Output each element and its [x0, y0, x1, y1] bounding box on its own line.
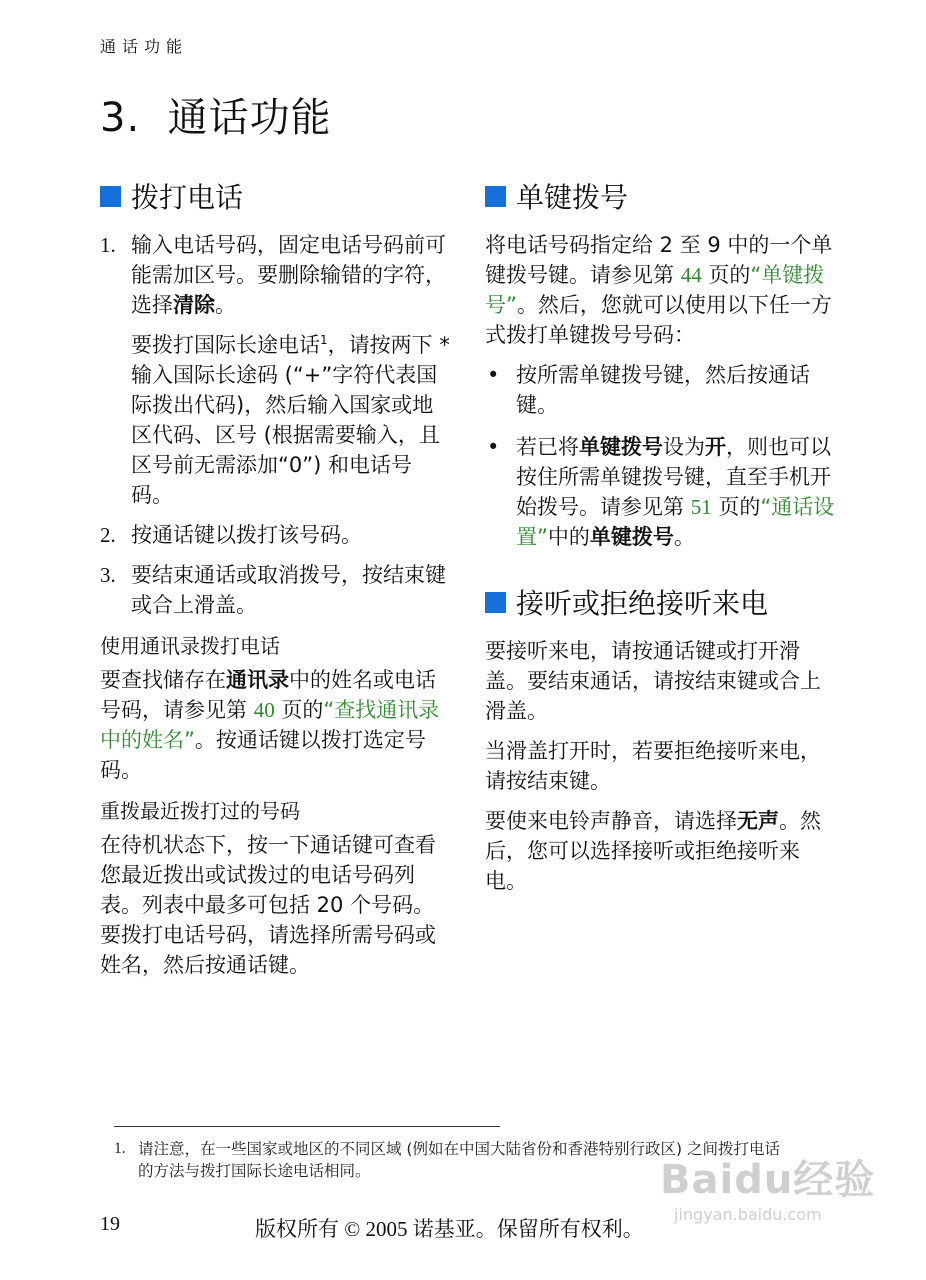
on-keyword: 开 — [705, 435, 726, 459]
section-square-icon — [485, 592, 506, 613]
text: 要使来电铃声静音，请选择 — [485, 809, 737, 833]
section-heading-speed-dial — [485, 176, 835, 216]
speed-dial-paragraph — [485, 230, 835, 350]
text: 。然后，您就可以使用以下任一方式拨打单键拨号号码： — [485, 293, 832, 347]
footnote-ref: 1 — [320, 333, 328, 347]
text: 要查找储存在 — [100, 668, 226, 692]
bullet-text: 按所需单键拨号键，然后按通话键。 — [516, 363, 810, 417]
text: 中的 — [547, 525, 590, 549]
text: 页的 — [274, 698, 324, 722]
footnote-divider — [114, 1126, 500, 1127]
step-item — [100, 520, 452, 550]
intl-text: 要拨打国际长途电话 — [131, 333, 320, 357]
footnote-text: 请注意，在一些国家或地区的不同区域 (例如在中国大陆省份和香港特别行政区) 之间拨打电话的方法与拨打国际长途电话相同。 — [138, 1140, 780, 1180]
step-item — [100, 230, 452, 510]
running-head: 通话功能 — [100, 37, 189, 56]
text: ，则也可以按住所需单键拨号键，直至手机开始拨号。请参见第 — [516, 435, 831, 519]
footnote — [114, 1138, 794, 1182]
right-column — [485, 176, 835, 906]
text: 设为 — [663, 435, 705, 459]
redial-heading: 重拨最近拨打过的号码 — [100, 799, 300, 823]
bullet-icon: • — [487, 363, 500, 387]
call-settings-link[interactable]: “通话设置” — [516, 495, 835, 549]
section-heading-text: 单键拨号 — [516, 181, 629, 214]
redial-paragraph: 在待机状态下，按一下通话键可查看您最近拨出或试拨过的电话号码列表。列表中最多可包括 20 个号码。要拨打电话号码，请选择所需号码或姓名，然后按通话键。 — [100, 833, 436, 977]
text: 页的 — [711, 495, 761, 519]
step-item — [100, 560, 452, 620]
chapter-title — [100, 86, 332, 143]
section-square-icon — [485, 186, 506, 207]
international-call-paragraph — [131, 330, 452, 510]
silent-keyword: 无声 — [737, 809, 779, 833]
find-name-link[interactable]: “查找通讯录中的姓名” — [100, 698, 440, 752]
copyright-line: 版权所有 © 2005 诺基亚。保留所有权利。 — [255, 1217, 644, 1241]
text: 页的 — [701, 263, 751, 287]
step-text: 输入电话号码，固定电话号码前可能需加区号。要删除输错的字符，选择 — [131, 233, 446, 317]
step-text-end: 。 — [215, 293, 236, 317]
contacts-keyword: 通讯录 — [226, 668, 289, 692]
text: 若已将 — [516, 435, 579, 459]
left-column — [100, 176, 452, 990]
watermark-url: jingyan.baidu.com — [674, 1205, 822, 1224]
bullet-icon: • — [487, 435, 500, 459]
bullet-item — [485, 360, 835, 420]
text: 。然后，您可以选择接听或拒绝接听来电。 — [485, 809, 821, 893]
text: 。 — [673, 525, 695, 549]
footnote-number: 1. — [114, 1140, 126, 1157]
text: 中的姓名或电话号码，请参见第 — [100, 668, 436, 722]
step-number: 1. — [100, 233, 116, 257]
intl-text-rest: ，请按两下 * 输入国际长途码 (“+”字符代表国际拨出代码)，然后输入国家或地区代码、区号 (根据需要输入，且区号前无需添加“0”) 和电话号码。 — [131, 333, 450, 507]
bullet-item — [485, 432, 835, 552]
chapter-number: 3. — [100, 95, 141, 141]
page-number: 19 — [100, 1213, 120, 1235]
section-heading-text: 接听或拒绝接听来电 — [516, 587, 769, 620]
mute-paragraph — [485, 806, 835, 896]
chapter-title-text: 通话功能 — [167, 95, 332, 141]
speed-dial-methods-list — [485, 360, 835, 552]
step-number: 2. — [100, 523, 116, 547]
step-text: 按通话键以拨打该号码。 — [131, 523, 362, 547]
section-heading-answer-reject — [485, 582, 835, 622]
page-ref-link[interactable]: 44 — [680, 263, 702, 287]
speed-dial-keyword: 单键拨号 — [589, 525, 674, 549]
step-text: 要结束通话或取消拨号，按结束键或合上滑盖。 — [131, 563, 446, 617]
call-steps-list — [100, 230, 452, 620]
reject-paragraph: 当滑盖打开时，若要拒绝接听来电，请按结束键。 — [485, 739, 821, 793]
phonebook-call-paragraph — [100, 665, 452, 785]
section-heading-text: 拨打电话 — [131, 181, 244, 214]
answer-paragraph: 要接听来电，请按通话键或打开滑盖。要结束通话，请按结束键或合上滑盖。 — [485, 639, 821, 723]
speed-dial-link[interactable]: “单键拨号” — [485, 263, 825, 317]
text: 。按通话键以拨打选定号码。 — [100, 728, 426, 782]
section-square-icon — [100, 186, 121, 207]
watermark-logo: Baidu经验 — [660, 1157, 876, 1203]
phonebook-call-heading: 使用通讯录拨打电话 — [100, 634, 280, 658]
speed-dial-keyword: 单键拨号 — [579, 435, 663, 459]
section-heading-make-call — [100, 176, 452, 216]
step-number: 3. — [100, 563, 116, 587]
page-ref-link[interactable]: 40 — [253, 698, 275, 722]
page-ref-link[interactable]: 51 — [690, 495, 712, 519]
text: 将电话号码指定给 2 至 9 中的一个单键拨号键。请参见第 — [485, 233, 833, 287]
clear-keyword: 清除 — [173, 293, 215, 317]
